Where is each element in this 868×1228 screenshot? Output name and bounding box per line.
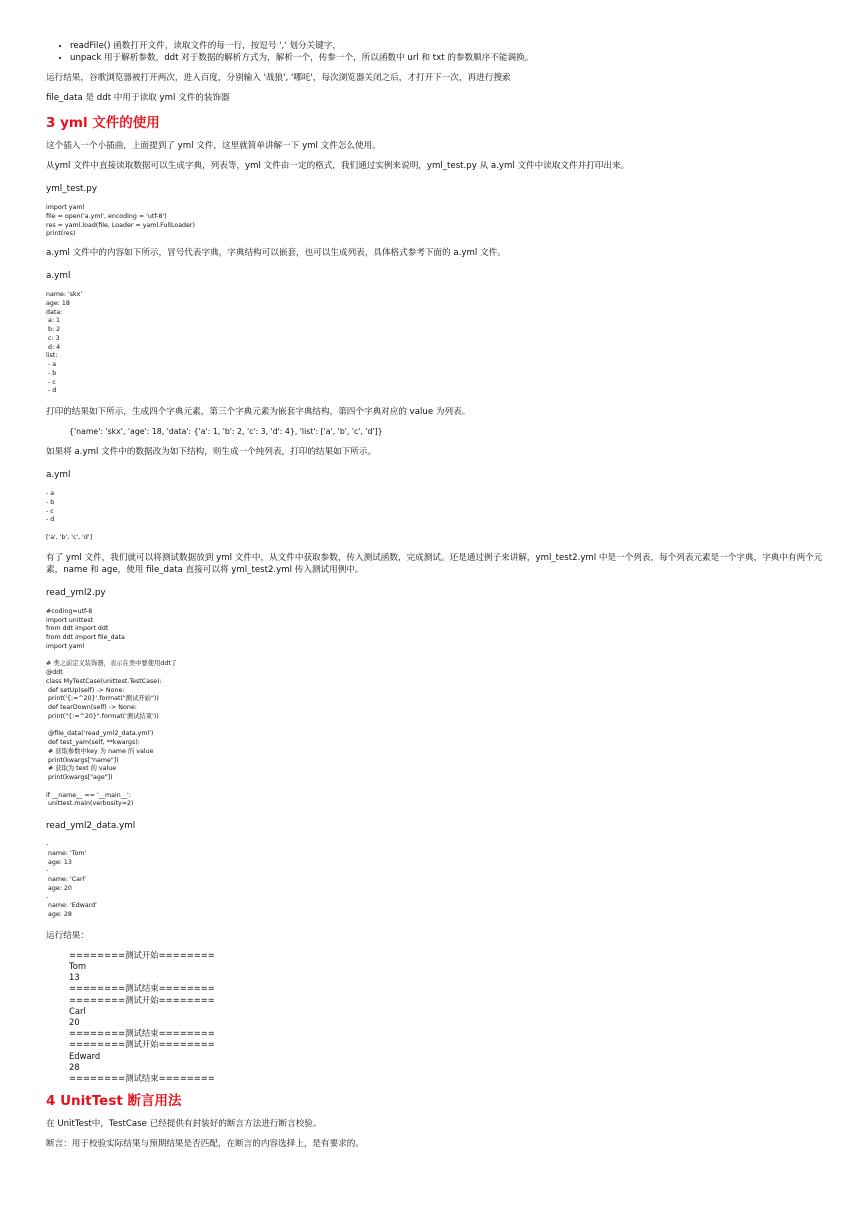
code-yml-test: import yaml file = open('a.yml', encoding = 'utf-8') res = yaml.load(file, Loader = yaml.FullLoader) print(res) (46, 204, 195, 238)
paragraph-ayml-content: a.yml 文件中的内容如下所示，冒号代表字典，字典结构可以嵌套，也可以生成列表，具体格式参考下面的 a.yml 文件。 (46, 248, 506, 258)
output-dict: {'name': 'skx', 'age': 18, 'data': {'a': 1, 'b': 2, 'c': 3, 'd': 4}, 'list': ['a', 'b', 'c', 'd']} (69, 427, 383, 436)
paragraph-print-result: 打印的结果如下所示，生成四个字典元素，第三个字典元素为嵌套字典结构，第四个字典对应的 value 为列表。 (46, 407, 471, 417)
document-page (46, 40, 826, 1150)
code-read-yml2: #coding=utf-8 import unittest from ddt import ddt from ddt import file_data import yaml # 类之前定义装饰器，表示在类中要使用ddt了 @ddt class MyTestCase(unittest.TestCase): def setUp(self) -> None: print('{:=^20}'.format("测试开始")) def tearDown(self) -> None: print("{:=^20}".format('测试结束')) @file_data('read_yml2_data.yml') def test_yam(self, **kwargs): # 获取参数中key 为 name 的 value print(kwargs["name"]) # 获取为 text 的 value print(kwargs["age"]) if __name__ == '__main__': unittest.main(verbosity=2) (46, 607, 178, 808)
paragraph-ddt-yml: 有了 yml 文件，我们就可以将测试数据放到 yml 文件中，从文件中获取参数，传入测试函数，完成测试。还是通过例子来讲解，yml_test2.yml 中是一个列表，每个列表元素是一个字典，字典中有两个元素，name 和 age，使用 file_data 直接可以将 yml_test2.yml 传入测试用例中。 (46, 552, 823, 575)
paragraph-run-result-2: 运行结果： (46, 930, 89, 941)
filename-read-yml2: read_yml2.py (46, 587, 106, 598)
section-heading-yml: 3 yml 文件的使用 (46, 115, 160, 131)
bullet-list (70, 40, 826, 64)
filename-ayml-2: a.yml (46, 470, 71, 480)
output-list: ['a', 'b', 'c', 'd'] (46, 534, 93, 541)
code-ayml-list: - a - b - c - d (46, 490, 55, 524)
paragraph-from-yml: 从yml 文件中直接读取数据可以生成字典，列表等，yml 文件由一定的格式，我们通过实例来说明，yml_test.py 从 a.yml 文件中读取文件并打印出来。 (46, 161, 630, 171)
filename-yml-test: yml_test.py (46, 184, 98, 194)
paragraph-intro: 这个插入一个小插曲，上面提到了 yml 文件，这里就简单讲解一下 yml 文件怎么使用。 (46, 141, 381, 151)
paragraph-change: 如果将 a.yml 文件中的数据改为如下结构，则生成一个纯列表，打印的结果如下所示。 (46, 447, 377, 457)
paragraph-file-data: file_data 是 ddt 中用于读取 yml 文件的装饰器 (46, 93, 230, 103)
paragraph-assert: 断言：用于校验实际结果与预期结果是否匹配，在断言的内容选择上，是有要求的。 (46, 1139, 364, 1150)
bullet-readfile: • readFile() 函数打开文件，读取文件的每一行，按逗号 ',' 划分关键字， (70, 40, 826, 52)
bullet-unpack: • unpack 用于解析参数，ddt 对于数据的解析方式为，解析一个，传参一个，所以函数中 url 和 txt 的参数顺序不能调换。 (70, 52, 826, 64)
code-ayml-dict: name: 'skx' age: 18 data: a: 1 b: 2 c: 3 d: 4 list: - a - b - c - d (46, 291, 83, 395)
code-read-yml2-data: - name: 'Tom' age: 13 - name: 'Carl' age: 20 - name: 'Edward' age: 28 (46, 841, 97, 918)
filename-read-yml2-data: read_yml2_data.yml (46, 821, 136, 831)
output-run: ========测试开始======== Tom 13 ========测试结束======== ========测试开始======== Carl 20 ========测试结束======== ========测试开始======== Edward 28 ========测试结束======== (69, 949, 215, 1083)
filename-ayml: a.yml (46, 271, 71, 281)
paragraph-run-result: 运行结果，谷歌浏览器被打开两次，进入百度，分别输入 '战狼', '哪吒'，每次浏览器关闭之后，才打开下一次，再进行搜索 (46, 73, 511, 83)
section-heading-unittest: 4 UnitTest 断言用法 (46, 1093, 182, 1110)
paragraph-unittest: 在 UnitTest中，TestCase 已经提供有封装好的断言方法进行断言校验。 (46, 1119, 322, 1130)
